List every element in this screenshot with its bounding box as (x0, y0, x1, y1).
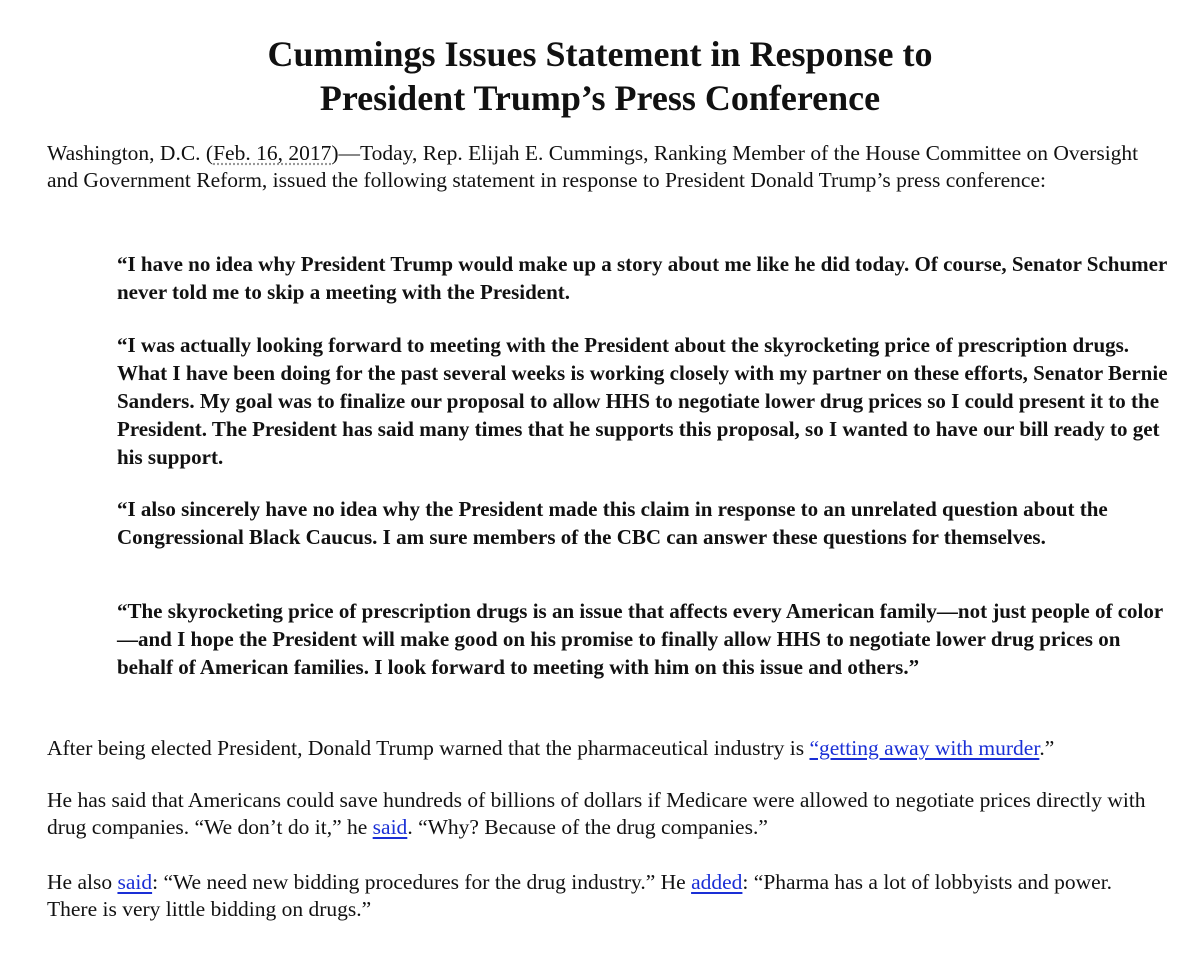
quote-paragraph-4: “The skyrocketing price of prescription drugs is an issue that affects every American family—not just people of color—and I hope the President will make good on his promise to finally allow HHS to negotiate lower drug prices on behalf of American families. I look forward to meeting with him on this issue and others.” (117, 599, 1164, 679)
release-date: Feb. 16, 2017 (213, 141, 332, 165)
title-line-2: President Trump’s Press Conference (319, 78, 881, 118)
para1-tail: .” (1039, 736, 1055, 760)
para2-text: He has said that Americans could save hundreds of billions of dollars if Medicare were allowed to negotiate prices directly with drug companies. “We don’t do it,” he (47, 788, 1146, 839)
para3-text-1: He also (47, 870, 118, 894)
paragraph-medicare-savings (47, 787, 1157, 841)
para1-text: After being elected President, Donald Trump warned that the pharmaceutical industry is (47, 736, 810, 760)
quote-paragraph-3: “I also sincerely have no idea why the President made this claim in response to an unrelated question about the Congressional Black Caucus. I am sure members of the CBC can answer these questions for themselves. (117, 497, 1108, 549)
title-line-1: Cummings Issues Statement in Response to (267, 34, 933, 74)
paragraph-bidding-procedures (47, 869, 1157, 923)
quote-paragraph-1: “I have no idea why President Trump would make up a story about me like he did today. Of course, Senator Schumer never told me to skip a meeting with the President. (117, 252, 1167, 304)
para2-tail: . “Why? Because of the drug companies.” (407, 815, 768, 839)
intro-paragraph (47, 140, 1157, 194)
quote-paragraph-2: “I was actually looking forward to meeting with the President about the skyrocketing price of prescription drugs. What I have been doing for the past several weeks is working closely with my partner on these efforts, Senator Bernie Sanders. My goal was to finalize our proposal to allow HHS to negotiate lower drug prices so I could present it to the President. The President has said many times that he supports this proposal, so I wanted to have our bill ready to get his support. (117, 333, 1168, 469)
added-link[interactable]: added (691, 870, 743, 894)
getting-away-with-murder-link[interactable]: “getting away with murder (809, 736, 1040, 760)
para3-text-3: : “Pharma has a lot of lobbyists and power. There is very little bidding on drugs.” (47, 870, 1113, 921)
dateline: Washington, D.C. ( (47, 141, 214, 165)
para3-text-2: : “We need new bidding procedures for the drug industry.” He (152, 870, 692, 894)
paragraph-getting-away-with-murder (47, 735, 1157, 762)
said-link-2[interactable]: said (117, 870, 153, 894)
page-title (0, 32, 1200, 120)
said-link-1[interactable]: said (372, 815, 408, 839)
intro-body: )—Today, Rep. Elijah E. Cummings, Ranking Member of the House Committee on Oversight and Government Reform, issued the following statement in response to President Donald Trump’s press conference: (47, 141, 1139, 192)
